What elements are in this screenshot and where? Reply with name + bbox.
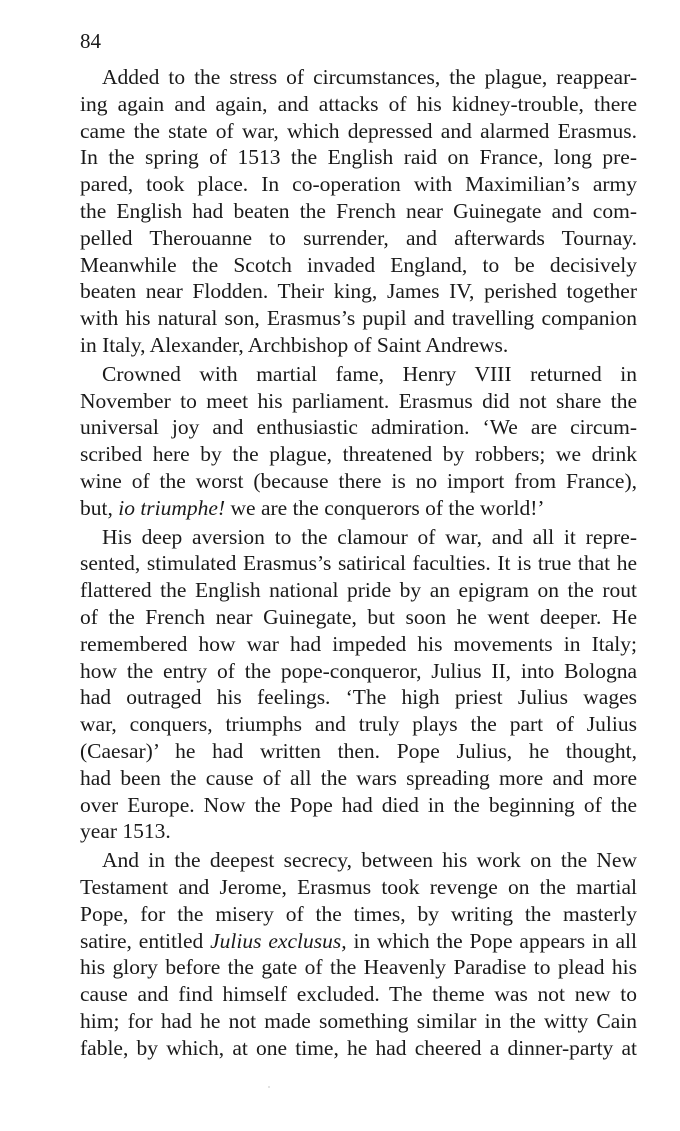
text-span: but,: [80, 495, 119, 520]
text-line: November to meet his parliament. Erasmus did not share the: [80, 388, 637, 413]
print-speck: [268, 1086, 270, 1088]
text-line: fable, by which, at one time, he had cheered a dinner-party at: [80, 1035, 637, 1060]
text-line: And in the deepest secrecy, between his work on the New: [102, 848, 637, 873]
text-line: year 1513.: [80, 819, 171, 844]
text-line: wine of the worst (because there is no import from France),: [80, 468, 637, 493]
text-line: had been the cause of all the wars spreading more and more: [80, 765, 637, 790]
text-line: with his natural son, Erasmus’s pupil and travelling companion: [80, 306, 637, 331]
text-line: him; for had he not made something similar in the witty Cain: [80, 1008, 637, 1033]
text-line: [80, 495, 637, 522]
italic-title: Julius exclusus,: [210, 928, 347, 953]
text-line: (Caesar)’ he had written then. Pope Julius, he thought,: [80, 738, 637, 763]
text-line: flattered the English national pride by an epigram on the rout: [80, 578, 637, 603]
body-text: [80, 64, 637, 1061]
page-number: 84: [80, 29, 101, 53]
text-line: remembered how war had impeded his movements in Italy;: [80, 631, 637, 656]
text-line: sented, stimulated Erasmus’s satirical faculties. It is true that he: [80, 551, 637, 576]
text-line: Added to the stress of circumstances, the plague, reappear-: [102, 65, 637, 89]
text-line: Pope, for the misery of the times, by writing the masterly: [80, 901, 637, 926]
text-line: had outraged his feelings. ‘The high priest Julius wages: [80, 685, 637, 710]
text-span: we are the conquerors of the world!’: [225, 495, 545, 520]
text-line: came the state of war, which depressed and alarmed Erasmus.: [80, 118, 637, 143]
text-line: of the French near Guinegate, but soon he went deeper. He: [80, 604, 637, 629]
text-line: the English had beaten the French near Guinegate and com-: [80, 198, 637, 223]
text-line: in Italy, Alexander, Archbishop of Saint Andrews.: [80, 332, 509, 357]
text-line: In the spring of 1513 the English raid on France, long pre-: [80, 145, 637, 170]
text-line: Meanwhile the Scotch invaded England, to be decisively: [80, 252, 637, 277]
text-line: pelled Therouanne to surrender, and afterwards Tournay.: [80, 225, 637, 250]
text-line: cause and find himself excluded. The theme was not new to: [80, 982, 637, 1007]
text-line: scribed here by the plague, threatened by robbers; we drink: [80, 442, 637, 467]
text-line: war, conquers, triumphs and truly plays the part of Julius: [80, 712, 637, 737]
text-line: His deep aversion to the clamour of war, and all it repre-: [102, 524, 637, 549]
text-line: beaten near Flodden. Their king, James IV, perished together: [80, 279, 637, 304]
text-line: Crowned with martial fame, Henry VIII returned in: [102, 361, 637, 386]
text-line: how the entry of the pope-conqueror, Julius II, into Bologna: [80, 658, 637, 683]
text-span: in which the Pope appears in all: [346, 928, 637, 953]
italic-phrase: io triumphe!: [118, 495, 226, 520]
text-line: over Europe. Now the Pope had died in the beginning of the: [80, 792, 637, 817]
text-line: pared, took place. In co-operation with Maximilian’s army: [80, 172, 637, 197]
text-line: [80, 928, 637, 955]
text-line: Testament and Jerome, Erasmus took revenge on the martial: [80, 874, 637, 899]
text-line: universal joy and enthusiastic admiration. ‘We are circum-: [80, 415, 637, 440]
text-span: satire, entitled: [80, 928, 211, 953]
text-line: ing again and again, and attacks of his kidney-trouble, there: [80, 91, 637, 116]
text-line: his glory before the gate of the Heavenly Paradise to plead his: [80, 955, 637, 980]
